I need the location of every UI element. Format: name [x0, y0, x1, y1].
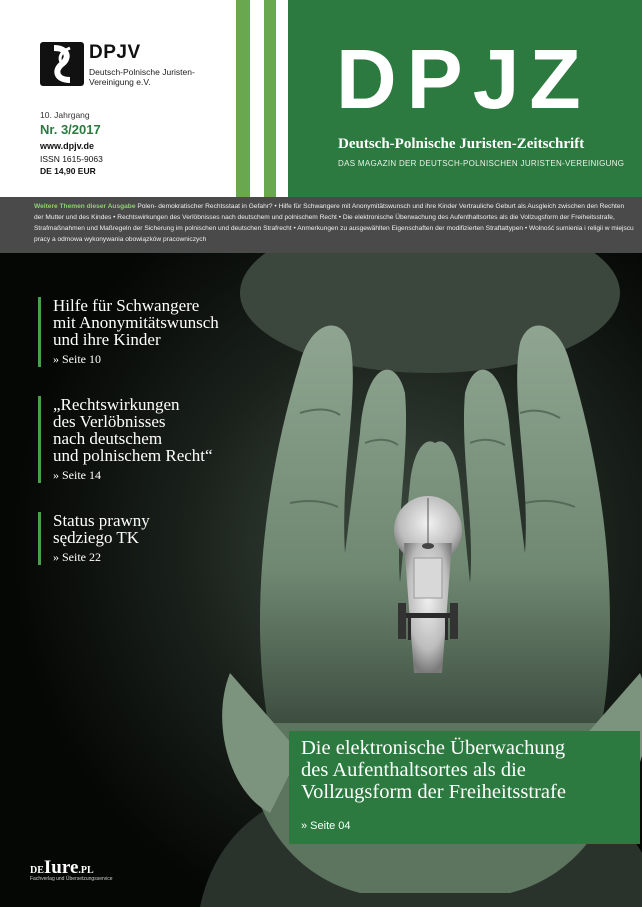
magazine-title: DPJZ — [336, 32, 591, 126]
decorative-stripe — [264, 0, 276, 197]
teaser-3[interactable] — [38, 512, 150, 565]
price-label: DE 14,90 EUR — [40, 166, 96, 176]
lead-story-title — [301, 737, 636, 803]
magazine-tagline: DAS MAGAZIN DER DEUTSCH-POLNISCHEN JURISTEN-VEREINIGUNG — [338, 159, 625, 168]
magazine-subtitle: Deutsch-Polnische Juristen-Zeitschrift — [338, 136, 585, 152]
dejure-main: Iure — [43, 857, 79, 878]
teaser-title-line: des Verlöbnisses — [53, 412, 166, 431]
decorative-stripe — [236, 0, 250, 197]
volume-label: 10. Jahrgang — [40, 110, 90, 120]
lead-title-line: Die elektronische Überwachung — [301, 737, 566, 759]
lead-title-line: des Aufenthaltsortes als die — [301, 759, 526, 781]
teaser-title-line: mit Anonymitätswunsch — [53, 313, 219, 332]
issue-number: Nr. 3/2017 — [40, 122, 101, 137]
teaser-title-line: nach deutschem — [53, 429, 163, 448]
dejure-logo: DEIure.PL — [30, 857, 94, 878]
dejure-prefix: DE — [30, 865, 44, 876]
teaser-page-ref: » Seite 10 — [53, 352, 101, 366]
decorative-stripe — [222, 0, 236, 197]
publisher-fullname: Deutsch-Polnische Juristen-Vereinigung e.V. — [89, 67, 195, 87]
teaser-1[interactable] — [38, 297, 219, 367]
teaser-title-line: und polnischem Recht“ — [53, 446, 213, 465]
decorative-stripe — [250, 0, 264, 197]
publisher-name: DPJV — [89, 42, 141, 63]
website-link[interactable]: www.dpjv.de — [40, 141, 95, 151]
teaser-page-ref: » Seite 22 — [53, 550, 101, 564]
topics-list: Polen- demokratischer Rechtsstaat in Gefahr? • Hilfe für Schwangere mit Anonymitätswunsch und ihre Kinder Vertrauliche Geburt als Ausgleich zwischen den Rechten der Mutter und des Kindes • Rechtswirkungen des Verlöbnisses nach deutschem und polnischem Recht • Die elektronische Überwachung des Aufenthaltsortes als die Vollzugsform der Freiheitsstrafe, Strafmaßnahmen und Maßregeln der Sicherung im polnischen und deutschen Strafrecht • Anmerkungen zu ausgewählten Eigenschaften der modifizierten Straftattypen • Wolność sumienia i religii w miejscu pracy a odmowa wykonywania obowiązków pracowniczych — [34, 203, 634, 243]
topics-text-block — [34, 201, 634, 245]
lead-story-page-ref: » Seite 04 — [301, 820, 351, 832]
publisher-panel — [0, 0, 222, 197]
dejure-tagline: Fachverlag und Übersetzungsservice — [30, 876, 113, 882]
teaser-title-line: und ihre Kinder — [53, 330, 161, 349]
teaser-title-line: Hilfe für Schwangere — [53, 296, 200, 315]
teaser-2[interactable] — [38, 396, 213, 483]
teaser-page-ref: » Seite 14 — [53, 468, 101, 482]
issn-number: ISSN 1615-9063 — [40, 154, 103, 164]
teaser-title-line: „Rechtswirkungen — [53, 395, 180, 414]
dejure-suffix: PL — [80, 865, 94, 876]
lead-title-line: Vollzugsform der Freiheitsstrafe — [301, 781, 566, 803]
teaser-title-line: sędziego TK — [53, 528, 140, 547]
dpjv-logo-icon — [40, 42, 84, 86]
teaser-title-line: Status prawny — [53, 511, 150, 530]
decorative-stripe — [276, 0, 288, 197]
topics-label: Weitere Themen dieser Ausgabe — [34, 203, 136, 210]
